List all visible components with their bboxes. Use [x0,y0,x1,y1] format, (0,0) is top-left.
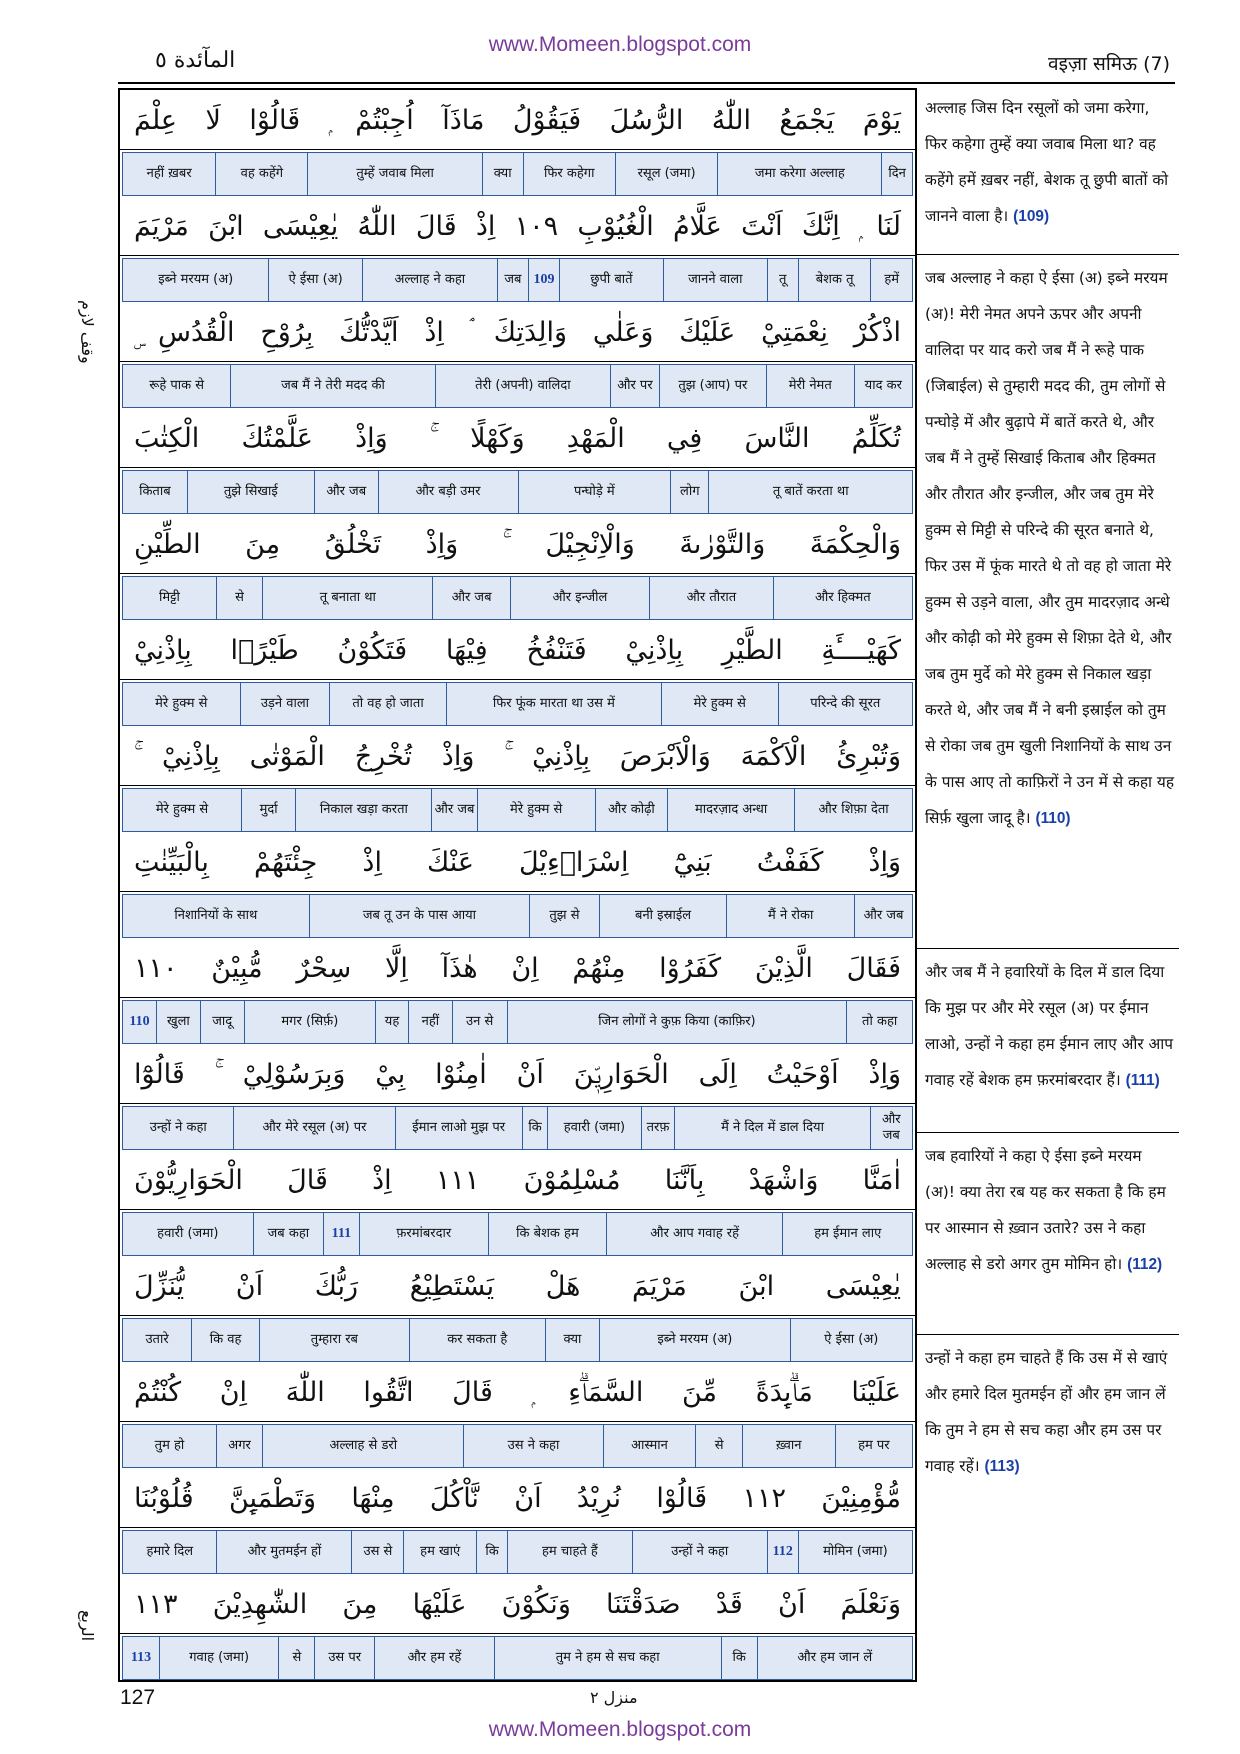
arabic-verse-line: كَهَيْــــَٔةِ الطَّيْرِ بِاِذْنِيْ فَتَنْفُخُ فِيْهَا فَتَكُوْنُ طَيْرًۢا بِاِذْنِيْ [120,622,915,680]
site-url-top[interactable]: www.Momeen.blogspot.com [488,33,752,56]
word-meaning-cell: बनी इस्राईल [599,895,727,937]
side-mark-rub: الربع [78,1610,97,1642]
arabic-verse-line: وَاِذْ كَفَفْتُ بَنِيْٓ اِسْرَاۗءِيْلَ عَنْكَ اِذْ جِئْتَهُمْ بِالْبَيِّنٰتِ [120,834,915,892]
page-number: 127 [120,1686,156,1709]
arabic-verse-line: وَنَعْلَمَ اَنْ قَدْ صَدَقْتَنَا وَنَكُوْنَ عَلَيْهَا مِنَ الشّٰهِدِيْنَ ١١٣ [120,1576,915,1634]
word-meaning-cell: जब मैं ने तेरी मदद की [230,365,435,407]
word-meaning-cell: तुम्हारा रब [259,1319,409,1361]
word-meaning-cell: हमें [870,259,912,301]
word-meaning-cell: मेरे हुक्म से [155,696,208,711]
word-meaning-cell: और जब [854,895,912,937]
para-title: वइज़ा समिऊ (7) [1048,53,1170,75]
translation-panel [917,88,1179,1682]
word-meaning-cell: गवाह (जमा) [159,1637,279,1679]
verse-number: (110) [1035,810,1071,827]
word-meaning-row [122,1106,913,1150]
word-meaning-cell: हम चाहते हैं [507,1531,632,1573]
word-meaning-cell: उतारे [145,1332,169,1347]
word-meaning-cell: और मेरे रसूल (अ) पर [233,1107,394,1149]
word-meaning-cell: और बड़ी उमर [378,471,518,513]
word-meaning-cell: आस्मान [603,1425,696,1467]
word-meaning-row [122,1424,913,1468]
word-meaning-cell: से [216,577,262,619]
translation-separator [917,948,1179,949]
word-meaning-cell: और मुतमईन हों [216,1531,351,1573]
word-meaning-cell: इब्ने मरयम (अ) [599,1319,789,1361]
site-url-bottom[interactable]: www.Momeen.blogspot.com [488,1718,752,1741]
verse-number: (112) [1127,1256,1163,1273]
word-meaning-cell: मेरे हुक्म से [155,802,209,817]
word-meaning-cell: मादरज़ाद अन्धा [667,789,794,831]
word-meaning-cell: नहीं ख़बर [146,166,192,181]
surah-title: المآئدة ٥ [155,48,236,73]
word-meaning-cell: और जब [431,789,476,831]
word-meaning-cell: अल्लाह ने कहा [362,259,497,301]
word-meaning-cell: लोग [670,471,708,513]
word-meaning-cell: तरफ़ [641,1107,675,1149]
word-meaning-cell: बेशक तू [798,259,871,301]
word-meaning-cell: मेरे हुक्म से [661,683,778,725]
word-meaning-cell: उन्हों ने कहा [149,1120,207,1135]
translation-text: अल्लाह जिस दिन रसूलों को जमा करेगा, फिर कहेगा तुम्हें क्या जवाब मिला था? वह कहेंगे हमें ख़बर नहीं, बेशक तू छुपी बातों को जानने वाला है। [925,99,1169,225]
word-meaning-row [122,1212,913,1256]
word-meaning-cell: हवारी (जमा) [157,1226,219,1241]
arabic-verse-line: وَالْحِكْمَةَ وَالتَّوْرٰىةَ وَالْاِنْجِيْلَ ۚ وَاِذْ تَخْلُقُ مِنَ الطِّيْنِ [120,516,915,574]
word-meaning-cell: उस ने कहा [463,1425,602,1467]
word-meaning-cell: हम खाएं [403,1531,476,1573]
word-meaning-cell: तू बनाता था [262,577,432,619]
word-meaning-cell: उस पर [314,1637,374,1679]
word-meaning-cell: तुझ से [529,895,599,937]
verse-number: (109) [1013,208,1050,225]
word-meaning-cell: क्या [545,1319,599,1361]
word-meaning-cell: फिर कहेगा [523,153,615,195]
word-meaning-cell: वह कहेंगे [215,153,307,195]
word-meaning-cell: तो कहा [846,1001,912,1043]
word-by-word-panel [118,88,917,1682]
translation-text: उन्हों ने कहा हम चाहते हैं कि उस में से खाएं और हमारे दिल मुतमईन हों और हम जान लें कि तुम ने हम से सच कहा और हम उस पर गवाह रहें। [925,1349,1168,1475]
translation-text: जब हवारियों ने कहा ऐ ईसा इब्ने मरयम (अ)! क्या तेरा रब यह कर सकता है कि हम पर आस्मान से ख़्वान उतारे? उस ने कहा अल्लाह से डरो अगर तुम मोमिन हो। [925,1147,1166,1273]
word-meaning-cell: और इन्जील [510,577,649,619]
word-meaning-cell: निशानियों के साथ [174,908,258,923]
word-meaning-cell: जानने वाला [663,259,767,301]
word-meaning-cell: हवारी (जमा) [547,1107,640,1149]
word-meaning-cell: तू बातें करता था [708,471,912,513]
word-meaning-cell: ख़्वान [742,1425,835,1467]
word-meaning-cell: जब [497,259,528,301]
translation-paragraph [925,90,1175,235]
word-meaning-cell: और जब [870,1107,912,1149]
word-meaning-row [122,258,913,302]
arabic-verse-line: اذْكُرْ نِعْمَتِيْ عَلَيْكَ وَعَلٰي وَالِدَتِكَ ۘ اِذْ اَيَّدْتُّكَ بِرُوْحِ الْقُدُسِ ۣ [120,304,915,362]
verse-number: (111) [1125,1072,1160,1089]
arabic-verse-line: وَتُبْرِئُ الْاَكْمَهَ وَالْاَبْرَصَ بِاِذْنِيْ ۚ وَاِذْ تُخْرِجُ الْمَوْتٰى بِاِذْنِيْ ۚ [120,728,915,786]
word-meaning-cell: कि बेशक हम [488,1213,606,1255]
translation-separator [917,254,1179,255]
word-meaning-cell: हम पर [835,1425,912,1467]
word-meaning-row [122,682,913,726]
translation-paragraph [925,954,1175,1099]
word-meaning-cell: जिन लोगों ने कुफ़ किया (काफ़िर) [507,1001,847,1043]
word-meaning-row [122,788,913,832]
word-meaning-cell: किताब [139,484,171,499]
word-meaning-cell: तुझ (आप) पर [659,365,766,407]
word-meaning-cell: कि [522,1107,547,1149]
translation-separator [917,1334,1179,1335]
manzil-label: منزل ٢ [590,1688,638,1707]
word-meaning-cell: मेरी नेमत [766,365,854,407]
word-meaning-cell: हम ईमान लाए [782,1213,912,1255]
word-meaning-cell: अल्लाह से डरो [262,1425,463,1467]
translation-paragraph [925,1138,1175,1283]
word-meaning-cell: रसूल (जमा) [615,153,717,195]
word-meaning-cell: मगर (सिर्फ़) [244,1001,375,1043]
arabic-verse-line: عَلَيْنَا مَاۗىِٕدَةً مِّنَ السَّمَاۗءِ ۭ قَالَ اتَّقُوا اللّٰهَ اِنْ كُنْتُمْ [120,1364,915,1422]
verse-number-cell: 111 [323,1213,358,1255]
word-meaning-cell: मैं ने रोका [726,895,854,937]
word-meaning-cell: जब तू उन के पास आया [309,895,529,937]
word-meaning-cell: कि वह [191,1319,259,1361]
word-meaning-cell: तेरी (अपनी) वालिदा [435,365,610,407]
side-mark-waqf: وقف لازم [78,300,97,364]
arabic-verse-line: وَاِذْ اَوْحَيْتُ اِلَى الْحَوَارِيّٖنَ اَنْ اٰمِنُوْا بِيْ وَبِرَسُوْلِيْ ۚ قَالُوْٓا [120,1046,915,1104]
verse-number-cell: 113 [130,1650,152,1665]
word-meaning-cell: निकाल खड़ा करता [295,789,431,831]
translation-text: और जब मैं ने हवारियों के दिल में डाल दिया कि मुझ पर और मेरे रसूल (अ) पर ईमान लाओ, उन्हों ने कहा हम ईमान लाए और आप गवाह रहें बेशक हम फ़रमांबरदार हैं। [925,963,1174,1089]
arabic-verse-line: يَوْمَ يَجْمَعُ اللّٰهُ الرُّسُلَ فَيَقُوْلُ مَاذَآ اُجِبْتُمْ ۭ قَالُوْا لَا عِلْمَ [120,92,915,150]
word-meaning-cell: से [278,1637,314,1679]
word-meaning-cell: उड़ने वाला [240,683,330,725]
word-meaning-cell: और कोढ़ी [595,789,668,831]
word-meaning-cell: और हम रहें [374,1637,494,1679]
word-meaning-cell: मोमिन (जमा) [798,1531,912,1573]
word-meaning-cell: और पर [610,365,659,407]
word-meaning-cell: से [695,1425,741,1467]
word-meaning-cell: जादू [200,1001,244,1043]
word-meaning-cell: रूहे पाक से [149,378,205,393]
word-meaning-row [122,576,913,620]
verse-number-cell: 112 [767,1531,798,1573]
word-meaning-cell: कि [476,1531,507,1573]
word-meaning-cell: अगर [216,1425,262,1467]
arabic-verse-line: لَنَا ۭ اِنَّكَ اَنْتَ عَلَّامُ الْغُيُوْبِ ١٠٩ اِذْ قَالَ اللّٰهُ يٰعِيْسَى ابْنَ مَرْيَمَ [120,198,915,256]
word-meaning-cell: फ़रमांबरदार [359,1213,489,1255]
word-meaning-row [122,894,913,938]
word-meaning-cell: और जब [314,471,378,513]
word-meaning-cell: यह [375,1001,408,1043]
word-meaning-cell: और हम जान लें [757,1637,912,1679]
word-meaning-cell: तुम हो [154,1438,185,1453]
word-meaning-cell: उस से [351,1531,403,1573]
word-meaning-cell: तुम ने हम से सच कहा [494,1637,721,1679]
word-meaning-cell: नहीं [408,1001,452,1043]
verse-number-cell: 110 [129,1014,150,1029]
word-meaning-cell: कि [721,1637,757,1679]
word-meaning-cell: परिन्दे की सूरत [778,683,912,725]
arabic-verse-line: تُكَلِّمُ النَّاسَ فِي الْمَهْدِ وَكَهْلًا ۚ وَاِذْ عَلَّمْتُكَ الْكِتٰبَ [120,410,915,468]
word-meaning-row [122,1000,913,1044]
word-meaning-row [122,152,913,196]
word-meaning-cell: ऐ ईसा (अ) [268,259,361,301]
arabic-verse-line: اٰمَنَّا وَاشْهَدْ بِاَنَّنَا مُسْلِمُوْنَ ١١١ اِذْ قَالَ الْحَوَارِيُّوْنَ [120,1152,915,1210]
word-meaning-cell: और तौरात [649,577,773,619]
word-meaning-cell: और जब [432,577,509,619]
word-meaning-cell: मेरे हुक्म से [477,789,595,831]
word-meaning-cell: जब कहा [253,1213,324,1255]
verse-number: (113) [984,1458,1020,1475]
word-meaning-row [122,1318,913,1362]
word-meaning-cell: खुला [156,1001,200,1043]
word-meaning-cell: और हिक्मत [773,577,912,619]
arabic-verse-line: فَقَالَ الَّذِيْنَ كَفَرُوْا مِنْهُمْ اِنْ هٰذَآ اِلَّا سِحْرٌ مُّبِيْنٌ ١١٠ [120,940,915,998]
translation-paragraph [925,260,1175,837]
word-meaning-cell: तुझे सिखाई [187,471,314,513]
word-meaning-cell: तू [767,259,798,301]
translation-paragraph [925,1340,1175,1485]
word-meaning-cell: क्या [482,153,523,195]
verse-number-cell: 109 [528,259,559,301]
word-meaning-cell: और आप गवाह रहें [606,1213,783,1255]
word-meaning-row [122,470,913,514]
arabic-verse-line: يٰعِيْسَى ابْنَ مَرْيَمَ هَلْ يَسْتَطِيْعُ رَبُّكَ اَنْ يُّنَزِّلَ [120,1258,915,1316]
word-meaning-cell: दिन [881,153,912,195]
word-meaning-cell: ईमान लाओ मुझ पर [395,1107,522,1149]
translation-text: जब अल्लाह ने कहा ऐ ईसा (अ) इब्ने मरयम (अ)! मेरी नेमत अपने ऊपर और अपनी वालिदा पर याद करो जब मैं ने रूहे पाक (जिबाईल) से तुम्हारी मदद की, तुम लोगों से पन्घोड़े में और बुढ़ापे में बातें करते थे, और जब मैं ने तुम्हें सिखाई किताब और हिक्मत और तौरात और इन्जील, और जब तुम मेरे हुक्म से मिट्टी से परिन्दे की सूरत बनाते थे, फिर उस में फूंक मारते थे तो वह हो जाता मेरे हुक्म से उड़ने वाला, और तुम मादरज़ाद अन्धे और कोढ़ी को मेरे हुक्म से शिफ़ा देते थे, और जब तुम मुर्दे को मेरे हुक्म से निकाल खड़ा करते थे, और जब मैं ने बनी इस्राईल को तुम से रोका जब तुम खुली निशानियों के साथ उन के पास आए तो काफ़िरों ने उन में से कहा यह सिर्फ़ खुला जादू है। [925,269,1175,827]
word-meaning-row [122,1636,913,1680]
word-meaning-cell: तुम्हें जवाब मिला [307,153,481,195]
arabic-verse-line: مُّؤْمِنِيْنَ ١١٢ قَالُوْا نُرِيْدُ اَنْ نَّاْكُلَ مِنْهَا وَتَطْمَىِٕنَّ قُلُوْبُنَا [120,1470,915,1528]
word-meaning-cell: फिर फूंक मारता था उस में [446,683,661,725]
word-meaning-cell: छुपी बातें [559,259,663,301]
word-meaning-cell: पन्घोड़े में [518,471,671,513]
word-meaning-cell: ऐ ईसा (अ) [790,1319,912,1361]
word-meaning-cell: उन से [452,1001,507,1043]
word-meaning-row [122,364,913,408]
word-meaning-cell: हमारे दिल [146,1544,194,1559]
word-meaning-cell: मिट्टी [159,590,180,605]
word-meaning-cell: मुर्दा [241,789,295,831]
word-meaning-row [122,1530,913,1574]
word-meaning-cell: मैं ने दिल में डाल दिया [674,1107,869,1149]
word-meaning-cell: जमा करेगा अल्लाह [717,153,881,195]
header-rule [118,82,1175,84]
translation-separator [917,1132,1179,1133]
word-meaning-cell: और शिफ़ा देता [794,789,912,831]
word-meaning-cell: उन्हों ने कहा [632,1531,767,1573]
word-meaning-cell: कर सकता है [409,1319,545,1361]
word-meaning-cell: इब्ने मरयम (अ) [158,272,234,287]
word-meaning-cell: तो वह हो जाता [329,683,446,725]
word-meaning-cell: याद कर [854,365,912,407]
